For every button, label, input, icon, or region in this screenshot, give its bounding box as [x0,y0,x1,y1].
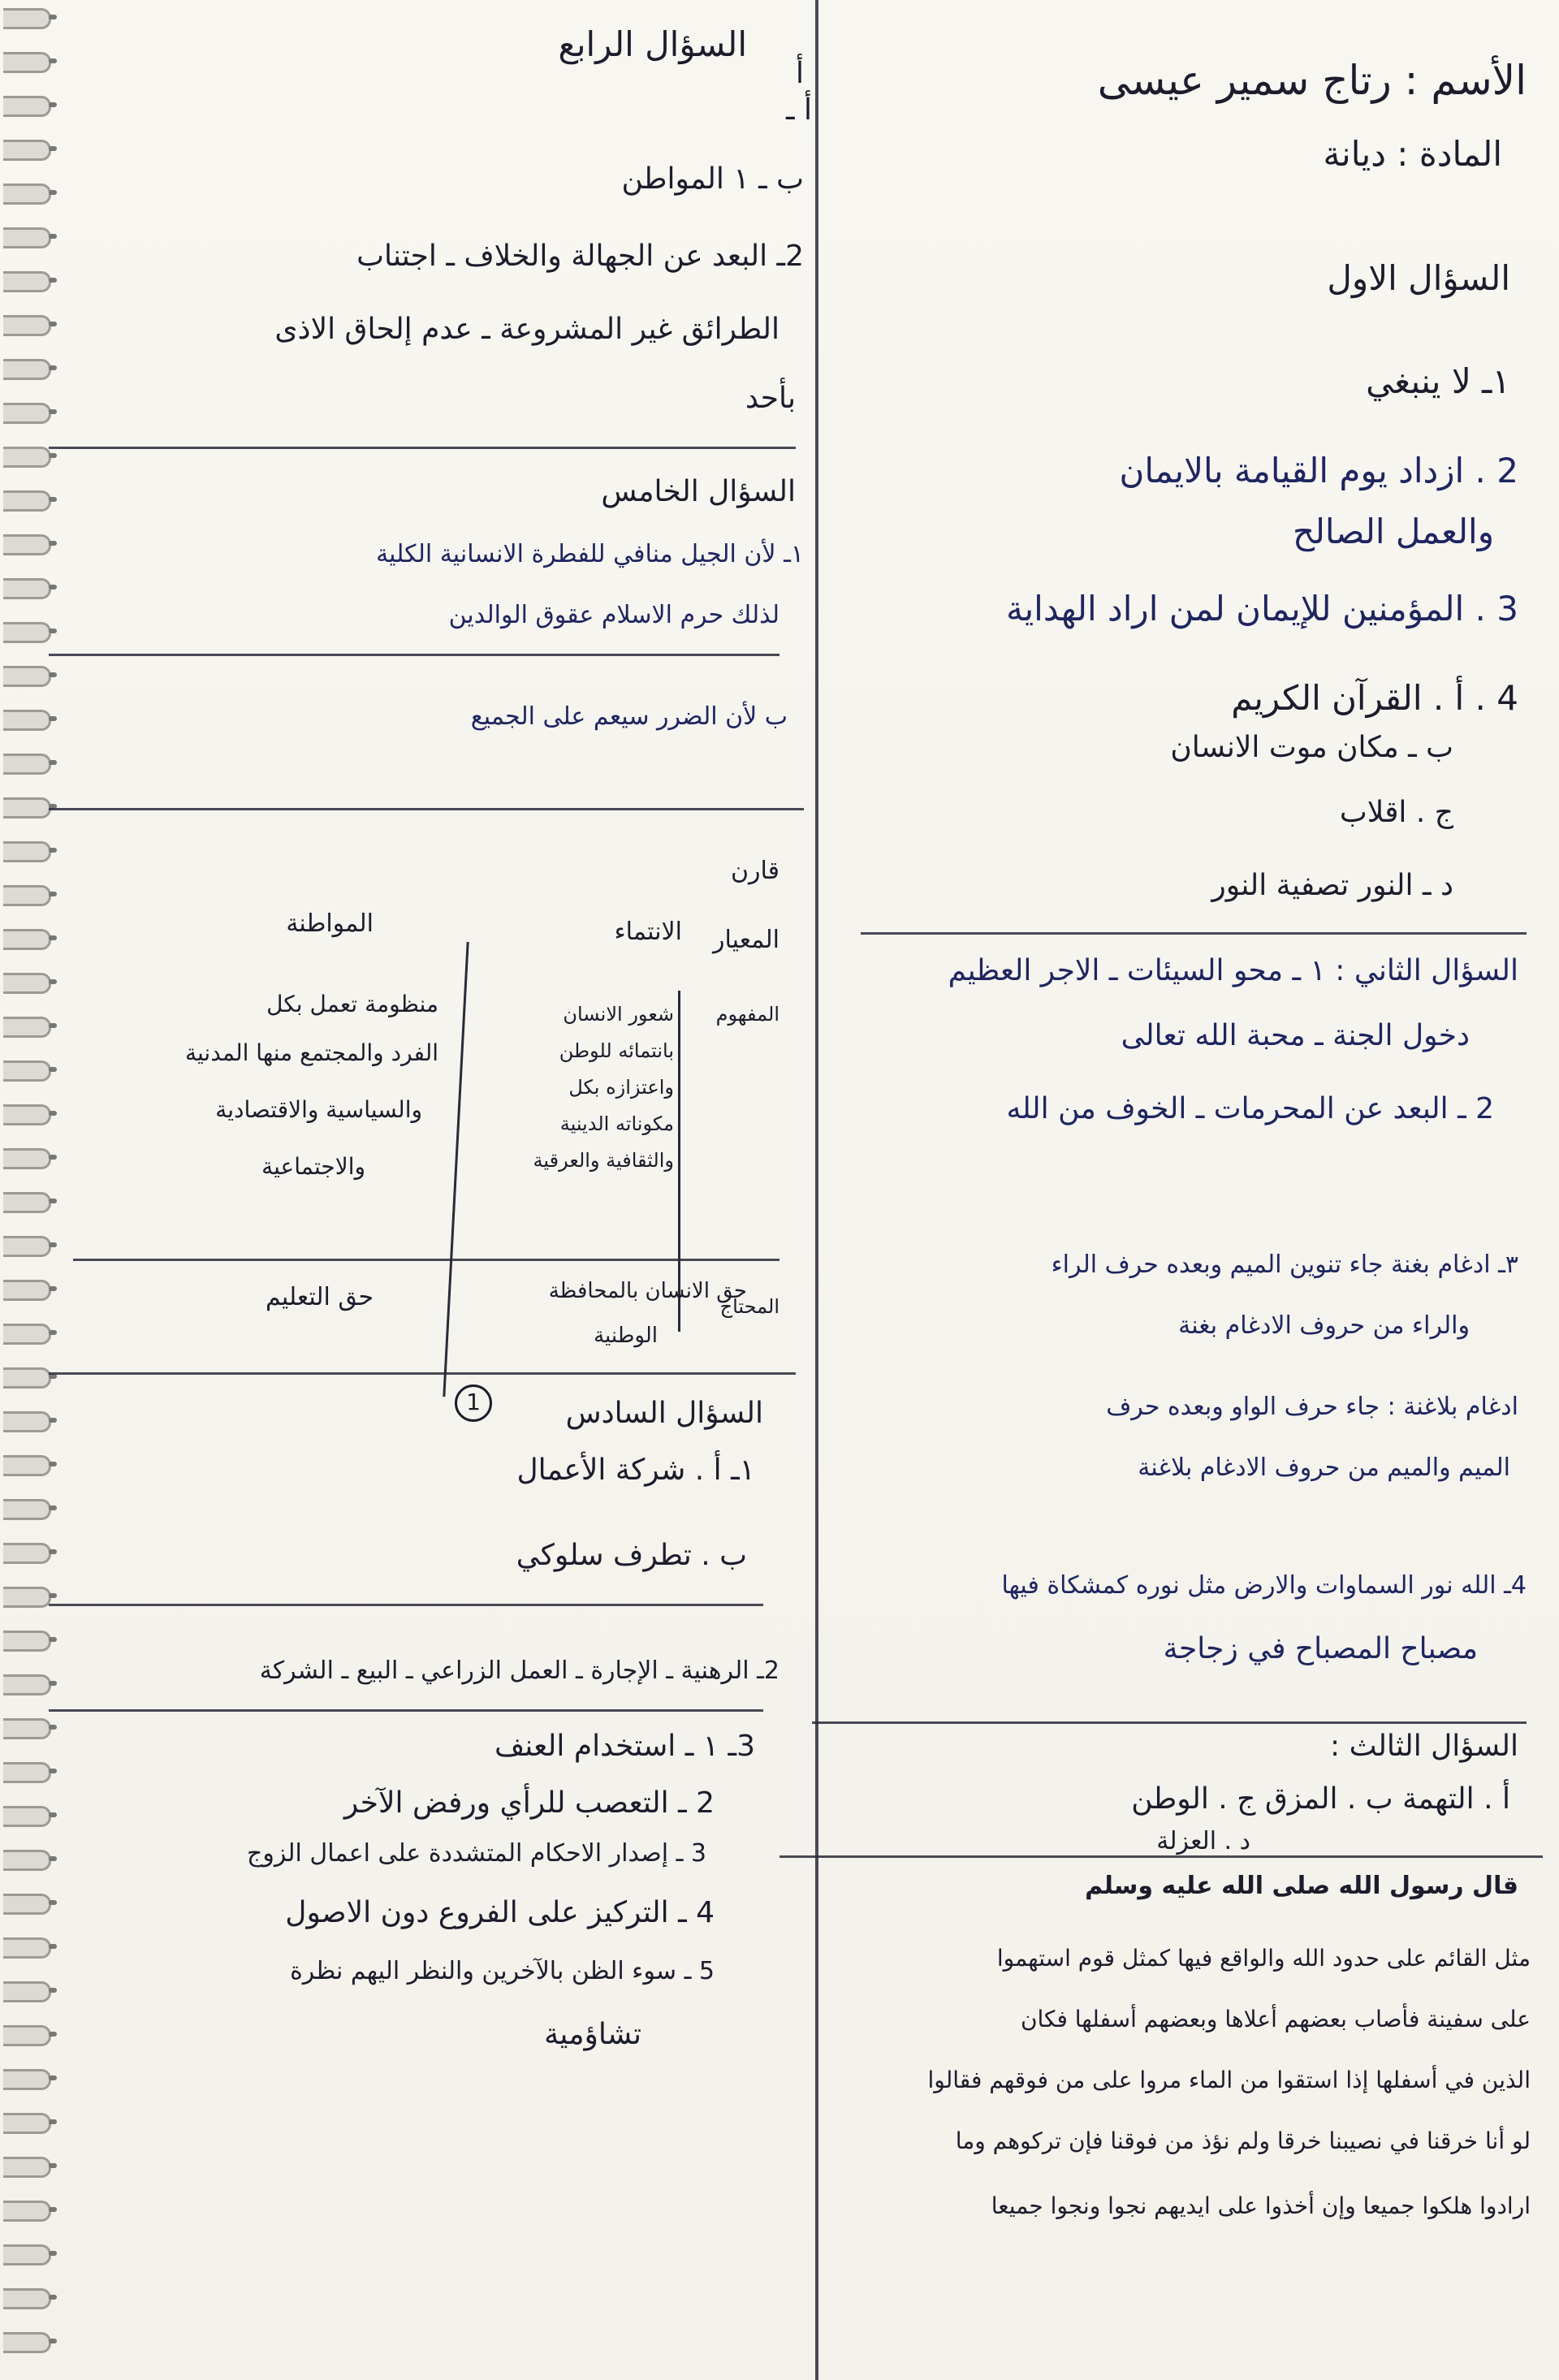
hadith-line-4: الذين في أسفلها إذا استقوا من الماء مروا على من فوقهم فقالوا [927,2067,1531,2093]
q5-line-1: ١ـ لأن الجيل منافي للفطرة الانسانية الكلية [376,540,804,568]
q6-line-1: ١ـ أ . شركة الأعمال [516,1453,755,1487]
compare-row2-label: المحتاج [719,1295,780,1318]
binding-ring [3,929,51,950]
q1-answer-2b: والعمل الصالح [1292,512,1494,551]
q2-line-5: والراء من حروف الادغام بغنة [1178,1311,1470,1340]
binding-ring [3,52,51,73]
table-cell-line: بانتمائه للوطن [559,1039,674,1062]
q1-answer-2a: 2 . ازداد يوم القيامة بالايمان [1119,451,1518,490]
binding-ring [3,1104,51,1125]
binding-ring [3,96,51,117]
q4-mark-a2: أ ـ [786,93,812,127]
binding-ring [3,1236,51,1257]
hadith-line-1: قال رسول الله صلى الله عليه وسلم [1085,1872,1518,1900]
binding-ring [3,227,51,248]
binding-ring [3,666,51,687]
q4-answer-2a: 2ـ البعد عن الجهالة والخلاف ـ اجتناب [356,240,804,273]
q6-line-6: 3 ـ إصدار الاحكام المتشددة على اعمال الزوج [247,1839,706,1868]
q4-title: السؤال الرابع [558,24,747,64]
table-cell-line: والثقافية والعرقية [533,1149,674,1172]
q5-line-2: لذلك حرم الاسلام عقوق الوالدين [448,601,780,629]
q3-line-2: د . العزلة [1156,1827,1250,1855]
q2-line-6: ادغام بلاغنة : جاء حرف الواو وبعده حرف [1106,1393,1518,1421]
table-cell-line: والسياسية والاقتصادية [215,1096,422,1123]
binding-ring [3,885,51,906]
table-cell-line: منظومة تعمل بكل [266,991,438,1017]
binding-ring [3,1455,51,1476]
table-cell-line: شعور الانسان [563,1003,674,1026]
binding-ring [3,1631,51,1652]
binding-ring [3,710,51,731]
binding-ring [3,2069,51,2090]
q6-line-7: 4 ـ التركيز على الفروع دون الاصول [285,1896,715,1929]
compare-title: قارن [731,857,780,885]
q6-title: السؤال السادس [565,1397,763,1430]
binding-ring [3,2113,51,2134]
q2-line-2: دخول الجنة ـ محبة الله تعالى [1121,1019,1470,1052]
compare-header-criterion: المعيار [713,926,780,954]
q6-line-3: 2ـ الرهنية ـ الإجارة ـ العمل الزراعي ـ البيع ـ الشركة [259,1656,780,1685]
q5-title: السؤال الخامس [601,475,796,508]
binding-ring [3,1017,51,1038]
hadith-line-5: لو أنا خرقنا في نصيبنا خرقا ولم نؤذ من فوقنا فإن تركوهم وما [955,2127,1531,2154]
q2-line-4: ٣ـ ادغام بغنة جاء تنوين الميم وبعده حرف الراء [1051,1250,1518,1279]
separator [812,1721,1527,1724]
binding-ring [3,1674,51,1695]
separator [780,1855,1543,1858]
compare-row2-citizenship: حق التعليم [265,1283,374,1311]
table-cell-line: الوطنية [594,1324,658,1348]
separator [49,1709,763,1712]
binding-ring [3,271,51,292]
q4-answer-b1: ب ـ ١ المواطن [621,162,804,196]
binding-ring [3,973,51,994]
q4-answer-2c: بأحد [745,382,796,415]
binding-ring [3,2157,51,2178]
binding-ring [3,534,51,555]
binding-ring [3,315,51,336]
compare-header-belonging: الانتماء [614,918,682,946]
table-cell-line: واعتزازه بكل [568,1076,674,1099]
binding-ring [3,359,51,380]
q2-line-3: 2 ـ البعد عن المحرمات ـ الخوف من الله [1006,1092,1494,1125]
separator [49,808,804,810]
hadith-line-3: على سفينة فأصاب بعضهم أعلاها وبعضهم أسفلها فكان [1020,2006,1531,2032]
spiral-binding [0,0,57,2380]
binding-ring [3,1367,51,1389]
separator [49,654,780,656]
separator [861,932,1527,935]
circled-number: 1 [455,1384,492,1422]
binding-ring [3,1060,51,1082]
separator [49,447,796,449]
binding-ring [3,1850,51,1871]
table-cell-line: حق الانسان بالمحافظة [548,1279,747,1303]
binding-ring [3,754,51,775]
q1-title: السؤال الاول [1327,258,1510,298]
q1-answer-1: ١ـ لا ينبغي [1366,361,1510,401]
binding-ring [3,1543,51,1564]
student-name: الأسم : رتاج سمير عيسى [1097,57,1527,104]
binding-ring [3,447,51,468]
binding-ring [3,622,51,643]
binding-ring [3,1762,51,1783]
binding-ring [3,1587,51,1608]
binding-ring [3,1806,51,1827]
binding-ring [3,841,51,862]
binding-ring [3,490,51,512]
column-divider [815,0,818,2380]
binding-ring [3,578,51,599]
q6-line-8: 5 ـ سوء الظن بالآخرين والنظر اليهم نظرة [290,1957,715,1985]
q2-line-1: السؤال الثاني : ١ ـ محو السيئات ـ الاجر العظيم [948,954,1518,987]
q6-line-9: تشاؤمية [544,2018,641,2051]
q6-line-2: ب . تطرف سلوكي [516,1539,747,1572]
binding-ring [3,1280,51,1301]
q1-answer-4a: 4 . أ . القرآن الكريم [1231,678,1518,718]
binding-ring [3,140,51,161]
compare-row1-label: المفهوم [715,1003,780,1026]
q2-line-8: 4ـ الله نور السماوات والارض مثل نوره كمشكاة فيها [1001,1571,1527,1600]
table-vline [443,942,469,1397]
binding-ring [3,797,51,819]
binding-ring [3,1324,51,1345]
binding-ring [3,1937,51,1959]
q1-answer-3: 3 . المؤمنين للإيمان لمن اراد الهداية [1005,589,1518,628]
binding-ring [3,2244,51,2266]
binding-ring [3,1894,51,1915]
binding-ring [3,8,51,29]
q1-answer-4c: ج . اقلاب [1339,796,1453,829]
hadith-line-2: مثل القائم على حدود الله والواقع فيها كمثل قوم استهموا [996,1945,1531,1972]
binding-ring [3,1499,51,1520]
binding-ring [3,2332,51,2353]
q6-line-4: 3ـ ١ ـ استخدام العنف [494,1730,755,1763]
q5-line-3: ب لأن الضرر سيعم على الجميع [470,702,788,731]
binding-ring [3,2025,51,2046]
binding-ring [3,1148,51,1169]
q1-answer-4d: د ـ النور تصفية النور [1211,869,1453,902]
table-cell-line: مكوناته الدينية [559,1112,674,1135]
binding-ring [3,403,51,424]
binding-ring [3,1718,51,1739]
q3-line-1: أ . التهمة ب . المزق ج . الوطن [1131,1782,1510,1816]
binding-ring [3,1192,51,1213]
table-cell-line: الفرد والمجتمع منها المدنية [184,1039,438,1066]
binding-ring [3,184,51,205]
q4-mark-a: أ [795,57,804,90]
binding-ring [3,1411,51,1432]
binding-ring [3,2288,51,2309]
binding-ring [3,1981,51,2002]
table-cell-line: والاجتماعية [261,1153,365,1180]
separator [49,1372,796,1375]
q3-title: السؤال الثالث : [1330,1730,1518,1763]
q6-line-5: 2 ـ التعصب للرأي ورفض الآخر [343,1786,715,1820]
q1-answer-4b: ب ـ مكان موت الانسان [1170,731,1453,764]
q4-answer-2b: الطرائق غير المشروعة ـ عدم إلحاق الاذى [274,313,780,346]
subject-line: المادة : ديانة [1323,134,1502,174]
q2-line-9: مصباح المصباح في زجاجة [1163,1632,1478,1665]
separator [49,1604,763,1606]
q2-line-7: الميم والميم من حروف الادغام بلاغنة [1138,1453,1510,1482]
compare-header-citizenship: المواطنة [286,909,374,938]
binding-ring [3,2201,51,2222]
table-hline [73,1259,780,1261]
hadith-line-6: ارادوا هلكوا جميعا وإن أخذوا على ايديهم نجوا ونجوا جميعا [991,2192,1531,2219]
